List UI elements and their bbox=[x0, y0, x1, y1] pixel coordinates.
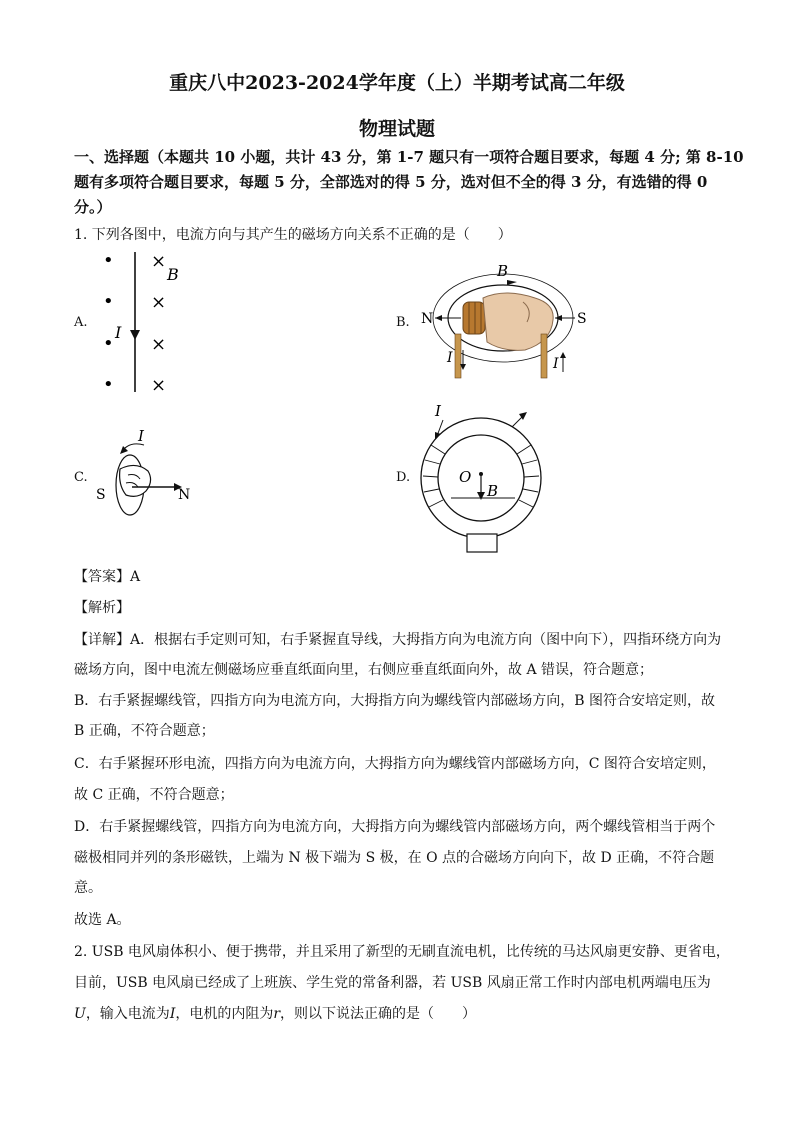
q1-stem: 1. 下列各图中，电流方向与其产生的磁场方向关系不正确的是（ ） bbox=[74, 227, 512, 243]
detail-line: C．右手紧握环形电流，四指方向为电流方向，大拇指方向为螺线管内部磁场方向，C 图符合安培定则， bbox=[74, 756, 716, 772]
detail-line: 磁场方向，图中电流左侧磁场应垂直纸面向里，右侧应垂直纸面向外，故 A 错误，符合题意； bbox=[74, 662, 654, 678]
option-a-label: A. bbox=[74, 315, 88, 330]
pole-label-n: N bbox=[178, 487, 191, 503]
section-heading-line-2: 题有多项符合题目要求，每题 5 分，全部选对的得 5 分，选对但不全的得 3 分，有选错的得 0 bbox=[74, 173, 708, 191]
q2-line-2: 目前，USB 电风扇已经成了上班族、学生党的常备利器，若 USB 风扇正常工作时内部电机两端电压为 bbox=[74, 975, 711, 991]
pole-label-s: S bbox=[96, 487, 106, 503]
figure-a-straight-wire bbox=[95, 250, 205, 400]
field-label-b: B bbox=[497, 262, 509, 280]
current-label-i: I bbox=[138, 427, 144, 445]
detail-line: D．右手紧握螺线管，四指方向为电流方向，大拇指方向为螺线管内部磁场方向，两个螺线管相当于两个 bbox=[74, 819, 716, 835]
analysis-tag: 【解析】 bbox=[74, 600, 130, 616]
dot-mark: • bbox=[103, 291, 114, 312]
detail-line: B．右手紧握螺线管，四指方向为电流方向，大拇指方向为螺线管内部磁场方向，B 图符合安培定则，故 bbox=[74, 693, 716, 709]
field-label-b: B bbox=[167, 265, 179, 284]
detail-line: 【详解】A．根据右手定则可知，右手紧握直导线，大拇指方向为电流方向（图中向下），四指环绕方向为 bbox=[74, 632, 722, 648]
q2-line-3 bbox=[74, 1004, 476, 1024]
q2-line-1: 2. USB 电风扇体积小、便于携带，并且采用了新型的无刷直流电机，比传统的马达风扇更安静、更省电， bbox=[74, 944, 730, 960]
figure-c-loop-hand bbox=[92, 425, 202, 520]
detail-line: 磁极相同并列的条形磁铁，上端为 N 极下端为 S 极，在 O 点的合磁场方向向下，故 D 正确，不符合题 bbox=[74, 850, 715, 866]
field-label-b: B bbox=[487, 482, 499, 500]
q2-text: ，则以下说法正确的是（ ） bbox=[280, 1006, 477, 1022]
figure-d-ring-solenoid bbox=[415, 400, 555, 555]
cross-mark: × bbox=[151, 334, 167, 355]
dot-mark: • bbox=[103, 374, 114, 395]
var-i: I bbox=[169, 1006, 176, 1022]
option-c-label: C. bbox=[74, 470, 88, 485]
var-u: U bbox=[74, 1006, 86, 1022]
dot-mark: • bbox=[103, 333, 114, 354]
cross-mark: × bbox=[151, 292, 167, 313]
section-heading-line-3: 分。） bbox=[74, 198, 112, 216]
detail-line: 故 C 正确，不符合题意； bbox=[74, 787, 234, 803]
pole-label-s: S bbox=[577, 311, 587, 327]
var-r: r bbox=[273, 1006, 281, 1022]
dot-mark: • bbox=[103, 250, 114, 271]
center-label-o: O bbox=[459, 468, 472, 486]
figure-b-solenoid-hand bbox=[415, 258, 595, 383]
current-label-i: I bbox=[115, 323, 122, 342]
cross-mark: × bbox=[151, 375, 167, 396]
q2-text: ，电机的内阻为 bbox=[175, 1006, 274, 1022]
detail-line: 意。 bbox=[74, 880, 102, 896]
exam-title: 重庆八中2023-2024学年度（上）半期考试高二年级 bbox=[169, 72, 625, 94]
option-d-label: D. bbox=[396, 470, 411, 485]
detail-line: 故选 A。 bbox=[74, 912, 131, 928]
pole-label-n: N bbox=[421, 311, 434, 327]
current-label-i-left: I bbox=[447, 350, 453, 366]
answer-tag: 【答案】 bbox=[74, 569, 130, 585]
current-label-i: I bbox=[435, 402, 441, 420]
current-label-i-right: I bbox=[553, 356, 559, 372]
q2-text: ，输入电流为 bbox=[85, 1006, 170, 1022]
answer-value: A bbox=[130, 569, 141, 585]
subject-title: 物理试题 bbox=[358, 118, 435, 140]
section-heading-line-1: 一、选择题（本题共 10 小题，共计 43 分，第 1-7 题只有一项符合题目要求，每题 4 分; 第 8-10 bbox=[74, 148, 744, 166]
answer-line bbox=[74, 567, 140, 587]
option-b-label: B. bbox=[396, 315, 410, 330]
cross-mark: × bbox=[151, 251, 167, 272]
detail-line: B 正确，不符合题意； bbox=[74, 723, 215, 739]
